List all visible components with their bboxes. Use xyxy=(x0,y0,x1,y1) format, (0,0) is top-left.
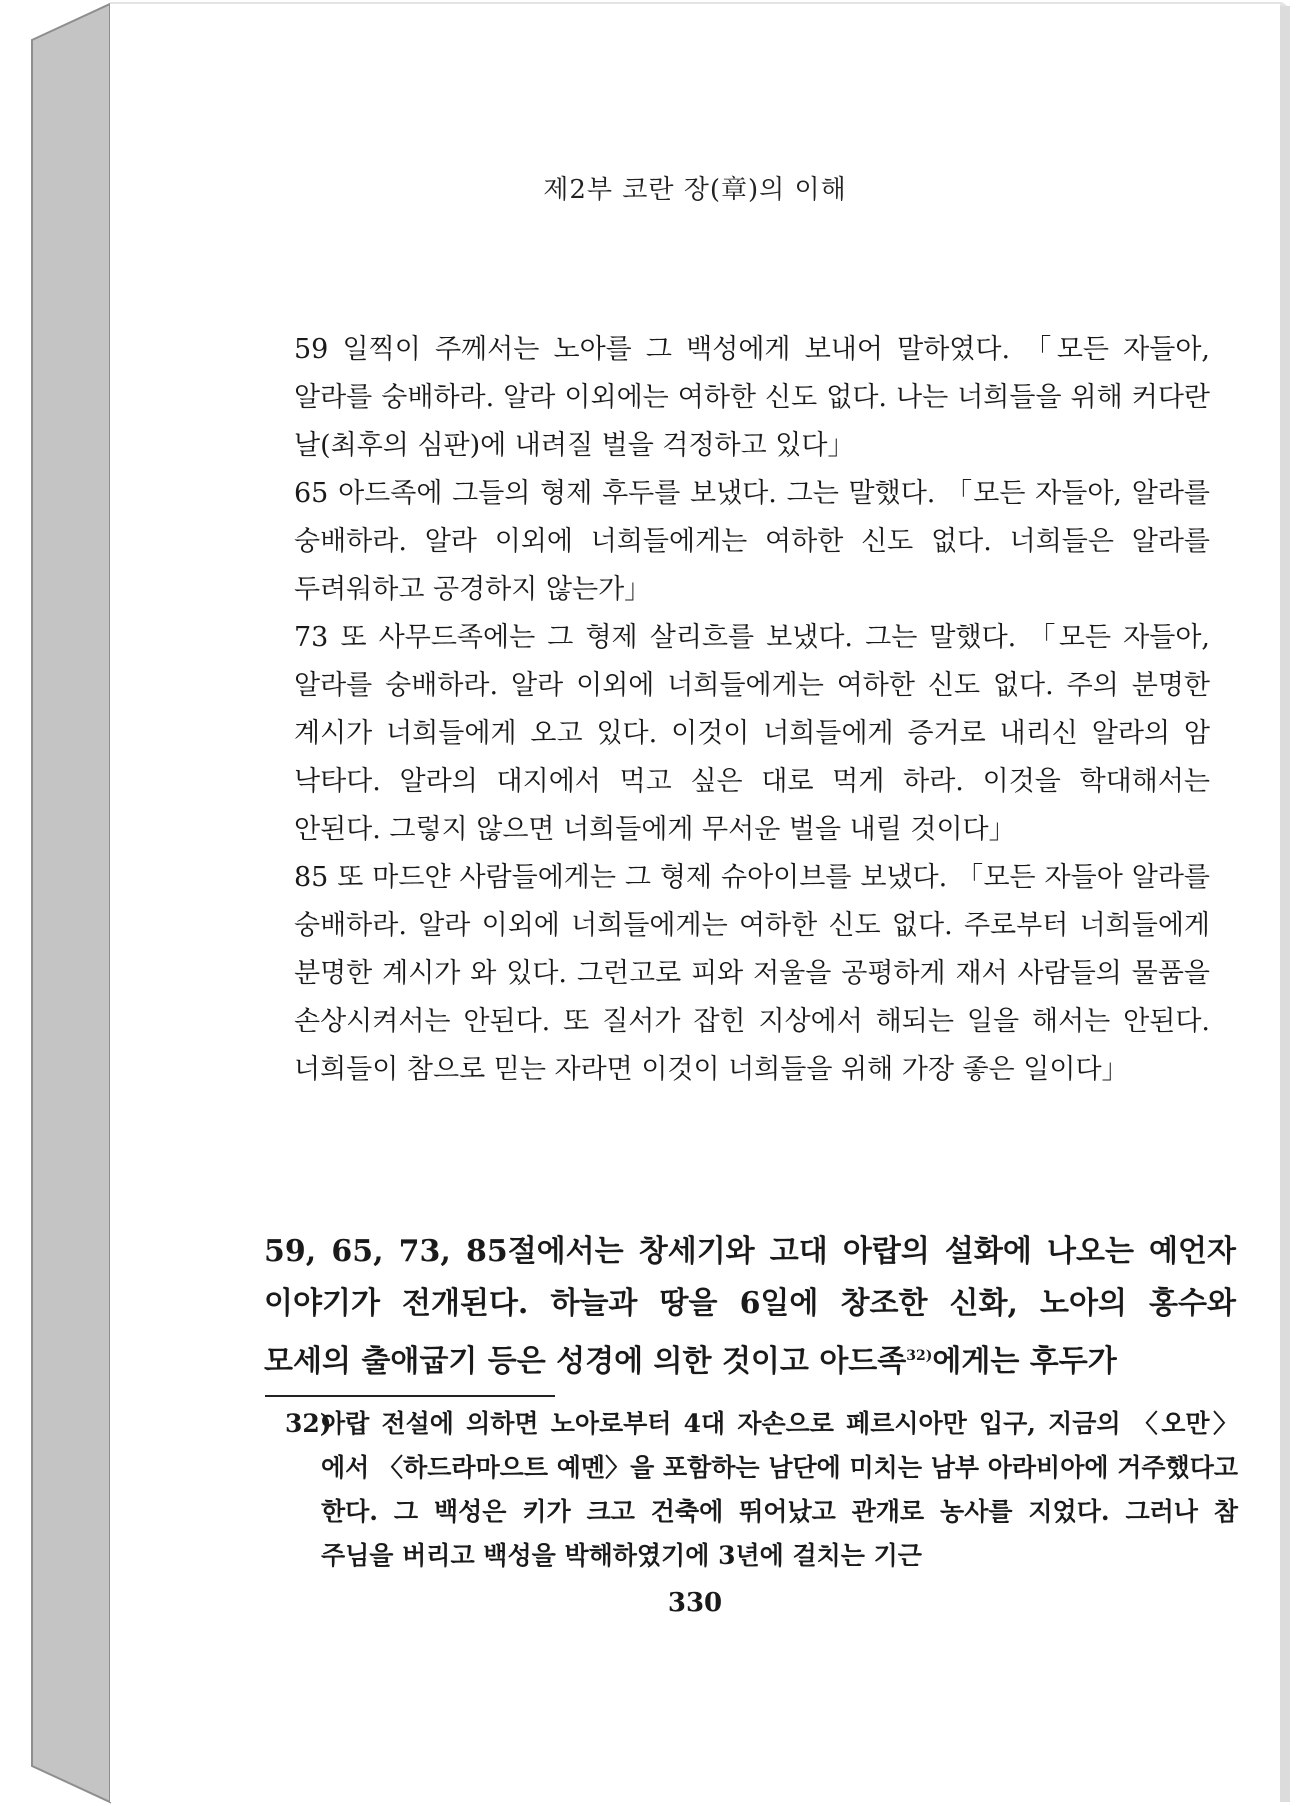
verse-73: 73 또 사무드족에는 그 형제 살리흐를 보냈다. 그는 말했다. 「모든 자들아, 알라를 숭배하라. 알라 이외에 너희들에게는 여하한 신도 없다. 주의 분명한 계시가 너희들에게 오고 있다. 이것이 너희들에게 증거로 내리신 알라의 암 낙타다. 알라의 대지에서 먹고 싶은 대로 먹게 하라. 이것을 학대해서는 안된다. 그렇지 않으면 너희들에게 무서운 벌을 내릴 것이다」 xyxy=(294,622,1210,845)
verse-85: 85 또 마드얀 사람들에게는 그 형제 슈아이브를 보냈다. 「모든 자들아 알라를 숭배하라. 알라 이외에 너희들에게는 여하한 신도 없다. 주로부터 너희들에게 분명한 계시가 와 있다. 그런고로 피와 저울을 공평하게 재서 사람들의 물품을 손상시켜서는 안된다. 또 질서가 잡힌 지상에서 해되는 일을 해서는 안된다. 너희들이 참으로 믿는 자라면 이것이 너희들을 위해 가장 좋은 일이다」 xyxy=(294,862,1210,1085)
footnote-text: 아랍 전설에 의하면 노아로부터 4대 자손으로 페르시아만 입구, 지금의 〈오만〉에서 〈하드라마으트 예멘〉을 포함하는 남단에 미치는 남부 아라비아에 거주했다고 한다. 그 백성은 키가 크고 건축에 뛰어났고 관개로 농사를 지었다. 그러나 참 주님을 버리고 백성을 박해하였기에 3년에 걸치는 기근 xyxy=(321,1409,1238,1570)
verse-block xyxy=(294,326,1210,1094)
commentary-text xyxy=(264,1226,1236,1388)
footnote-divider xyxy=(265,1395,555,1397)
commentary-text-start: 59, 65, 73, 85절에서는 창세기와 고대 아랍의 설화에 나오는 예언자 이야기가 전개된다. 하늘과 땅을 6일에 창조한 신화, 노아의 홍수와 모세의 출애굽기 등은 성경에 의한 것이고 아드족 xyxy=(264,1234,1236,1379)
page-shadow xyxy=(1280,6,1290,1802)
verse-59: 59 일찍이 주께서는 노아를 그 백성에게 보내어 말하였다. 「모든 자들아, 알라를 숭배하라. 알라 이외에는 여하한 신도 없다. 나는 너희들을 위해 커다란 날(최후의 심판)에 내려질 벌을 걱정하고 있다」 xyxy=(294,334,1210,461)
page-number: 330 xyxy=(667,1588,723,1618)
book-spine-face xyxy=(32,4,110,1802)
running-header: 제2부 코란 장(章)의 이해 xyxy=(543,175,847,205)
footnote xyxy=(285,1402,1238,1578)
footnote-number: 32) xyxy=(285,1409,332,1438)
commentary-text-end: 에게는 후두가 xyxy=(932,1344,1117,1379)
book-page xyxy=(110,4,1280,1802)
commentary-paragraph xyxy=(264,1226,1236,1388)
verse-65: 65 아드족에 그들의 형제 후두를 보냈다. 그는 말했다. 「모든 자들아, 알라를 숭배하라. 알라 이외에 너희들에게는 여하한 신도 없다. 너희들은 알라를 두려워하고 공경하지 않는가」 xyxy=(294,478,1210,605)
footnote-reference: 32) xyxy=(906,1348,933,1364)
